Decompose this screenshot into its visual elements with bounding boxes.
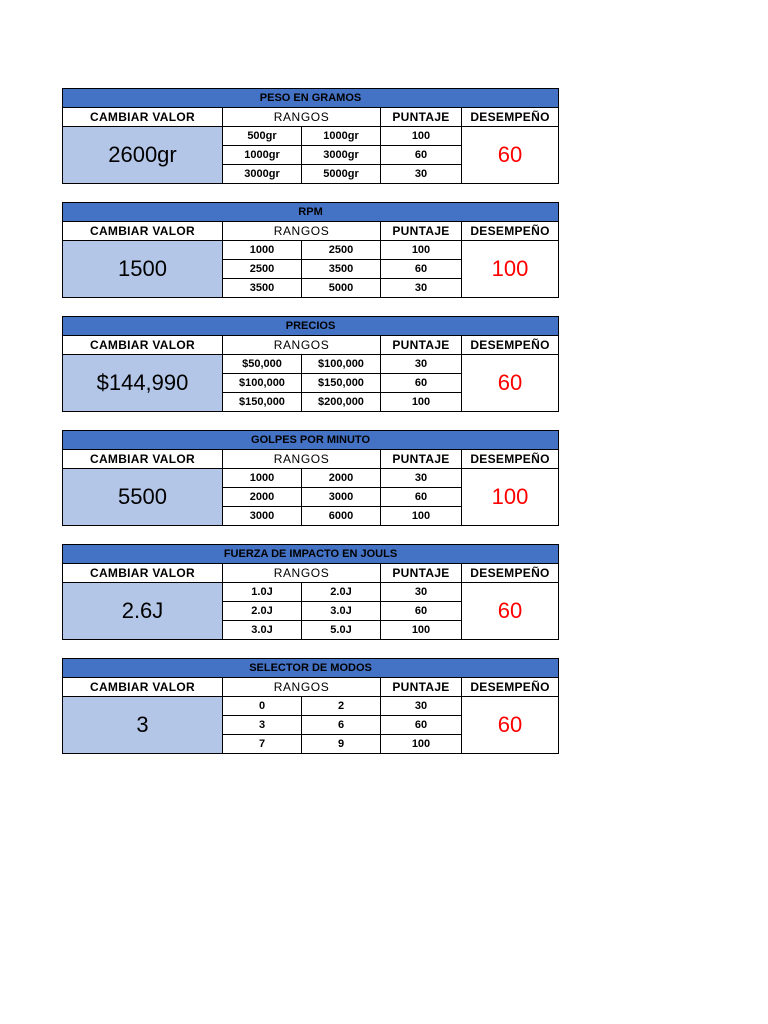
score-table: [62, 316, 559, 412]
score-table-block: [62, 430, 558, 526]
points-cell: 60: [381, 146, 462, 165]
score-table: [62, 430, 559, 526]
header-desempeno: DESEMPEÑO: [462, 336, 559, 355]
value-input-cell[interactable]: 1500: [63, 241, 223, 298]
header-rangos: RANGOS: [223, 564, 381, 583]
table-title: PRECIOS: [63, 317, 559, 336]
score-table: [62, 544, 559, 640]
header-puntaje: PUNTAJE: [381, 336, 462, 355]
range-to-cell: $100,000: [302, 355, 381, 374]
header-rangos: RANGOS: [223, 222, 381, 241]
range-from-cell: $50,000: [223, 355, 302, 374]
value-input-cell[interactable]: 2600gr: [63, 127, 223, 184]
range-from-cell: 1.0J: [223, 583, 302, 602]
range-to-cell: 6000: [302, 507, 381, 526]
value-input-cell[interactable]: 5500: [63, 469, 223, 526]
range-to-cell: 5.0J: [302, 621, 381, 640]
range-from-cell: 3500: [223, 279, 302, 298]
header-desempeno: DESEMPEÑO: [462, 678, 559, 697]
range-from-cell: 3000: [223, 507, 302, 526]
range-from-cell: 2000: [223, 488, 302, 507]
points-cell: 30: [381, 165, 462, 184]
score-table-block: [62, 316, 558, 412]
performance-score: 100: [462, 241, 559, 298]
score-table: [62, 202, 559, 298]
range-from-cell: 7: [223, 735, 302, 754]
header-rangos: RANGOS: [223, 108, 381, 127]
points-cell: 60: [381, 602, 462, 621]
score-table-block: [62, 658, 558, 754]
points-cell: 30: [381, 279, 462, 298]
range-to-cell: $200,000: [302, 393, 381, 412]
header-puntaje: PUNTAJE: [381, 678, 462, 697]
range-to-cell: 2.0J: [302, 583, 381, 602]
range-from-cell: 1000: [223, 469, 302, 488]
range-to-cell: 9: [302, 735, 381, 754]
points-cell: 60: [381, 260, 462, 279]
range-from-cell: 3.0J: [223, 621, 302, 640]
points-cell: 100: [381, 393, 462, 412]
points-cell: 60: [381, 716, 462, 735]
score-tables: [62, 88, 558, 772]
performance-score: 60: [462, 583, 559, 640]
range-to-cell: 3000gr: [302, 146, 381, 165]
points-cell: 30: [381, 697, 462, 716]
value-input-cell[interactable]: 2.6J: [63, 583, 223, 640]
range-to-cell: 5000: [302, 279, 381, 298]
score-table: [62, 88, 559, 184]
points-cell: 60: [381, 374, 462, 393]
range-from-cell: 2500: [223, 260, 302, 279]
range-to-cell: $150,000: [302, 374, 381, 393]
range-to-cell: 3000: [302, 488, 381, 507]
range-to-cell: 2500: [302, 241, 381, 260]
table-title: PESO EN GRAMOS: [63, 89, 559, 108]
points-cell: 100: [381, 127, 462, 146]
range-to-cell: 3500: [302, 260, 381, 279]
table-title: RPM: [63, 203, 559, 222]
header-desempeno: DESEMPEÑO: [462, 564, 559, 583]
header-cambiar-valor: CAMBIAR VALOR: [63, 108, 223, 127]
points-cell: 100: [381, 735, 462, 754]
score-table-block: [62, 544, 558, 640]
range-from-cell: 3000gr: [223, 165, 302, 184]
range-to-cell: 3.0J: [302, 602, 381, 621]
header-puntaje: PUNTAJE: [381, 222, 462, 241]
range-from-cell: 1000gr: [223, 146, 302, 165]
table-title: SELECTOR DE MODOS: [63, 659, 559, 678]
header-rangos: RANGOS: [223, 450, 381, 469]
header-desempeno: DESEMPEÑO: [462, 222, 559, 241]
points-cell: 30: [381, 469, 462, 488]
header-cambiar-valor: CAMBIAR VALOR: [63, 564, 223, 583]
range-to-cell: 1000gr: [302, 127, 381, 146]
header-desempeno: DESEMPEÑO: [462, 450, 559, 469]
points-cell: 100: [381, 241, 462, 260]
header-rangos: RANGOS: [223, 336, 381, 355]
header-puntaje: PUNTAJE: [381, 108, 462, 127]
points-cell: 30: [381, 355, 462, 374]
header-cambiar-valor: CAMBIAR VALOR: [63, 222, 223, 241]
performance-score: 60: [462, 697, 559, 754]
points-cell: 100: [381, 621, 462, 640]
range-to-cell: 5000gr: [302, 165, 381, 184]
header-cambiar-valor: CAMBIAR VALOR: [63, 450, 223, 469]
range-from-cell: 1000: [223, 241, 302, 260]
points-cell: 60: [381, 488, 462, 507]
score-table-block: [62, 88, 558, 184]
header-puntaje: PUNTAJE: [381, 450, 462, 469]
header-desempeno: DESEMPEÑO: [462, 108, 559, 127]
value-input-cell[interactable]: 3: [63, 697, 223, 754]
value-input-cell[interactable]: $144,990: [63, 355, 223, 412]
score-table-block: [62, 202, 558, 298]
header-cambiar-valor: CAMBIAR VALOR: [63, 336, 223, 355]
performance-score: 100: [462, 469, 559, 526]
range-from-cell: 500gr: [223, 127, 302, 146]
score-table: [62, 658, 559, 754]
header-puntaje: PUNTAJE: [381, 564, 462, 583]
header-cambiar-valor: CAMBIAR VALOR: [63, 678, 223, 697]
range-from-cell: $150,000: [223, 393, 302, 412]
table-title: GOLPES POR MINUTO: [63, 431, 559, 450]
range-from-cell: 0: [223, 697, 302, 716]
range-to-cell: 2: [302, 697, 381, 716]
range-to-cell: 6: [302, 716, 381, 735]
range-to-cell: 2000: [302, 469, 381, 488]
range-from-cell: 3: [223, 716, 302, 735]
range-from-cell: 2.0J: [223, 602, 302, 621]
table-title: FUERZA DE IMPACTO EN JOULS: [63, 545, 559, 564]
range-from-cell: $100,000: [223, 374, 302, 393]
performance-score: 60: [462, 127, 559, 184]
performance-score: 60: [462, 355, 559, 412]
points-cell: 100: [381, 507, 462, 526]
header-rangos: RANGOS: [223, 678, 381, 697]
points-cell: 30: [381, 583, 462, 602]
